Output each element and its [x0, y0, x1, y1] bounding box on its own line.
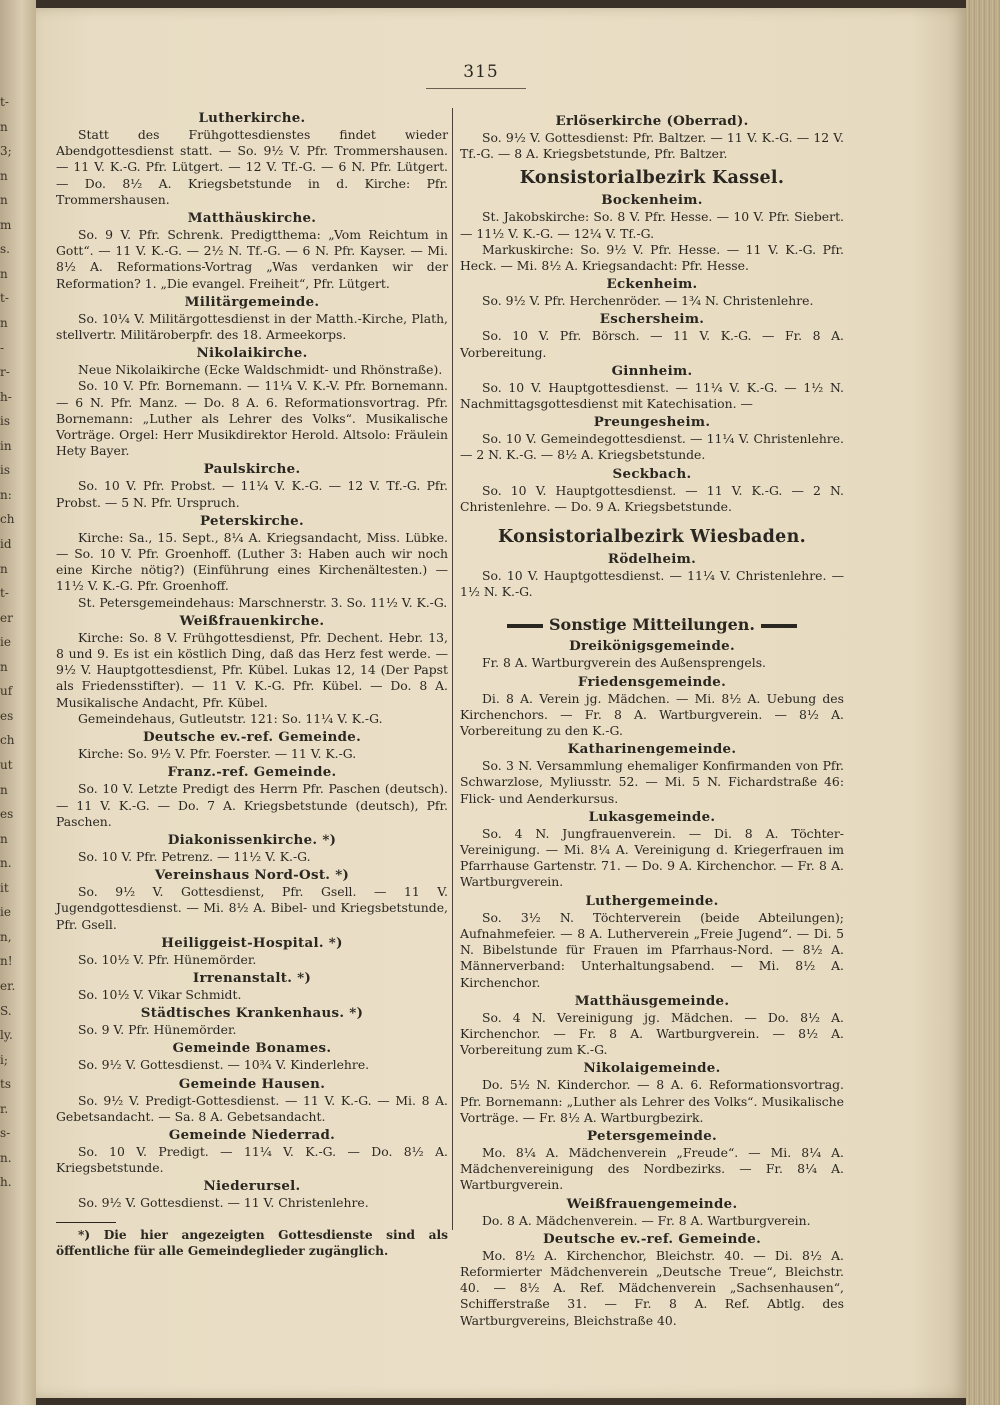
section-paragraph: St. Petersgemeindehaus: Marschnerstr. 3. So. 11½ V. K.-G. [78, 594, 448, 610]
section-heading: Städtisches Krankenhaus. *) [140, 1005, 364, 1022]
facing-page-fragment: is [0, 414, 10, 428]
section-paragraph: So. 10½ V. Vikar Schmidt. [78, 986, 242, 1002]
sonstige-heading [460, 614, 844, 636]
section [56, 109, 448, 208]
section [56, 460, 448, 510]
section [460, 637, 844, 671]
section-heading: Rödelheim. [607, 551, 697, 568]
section-paragraph: Kirche: Sa., 15. Sept., 8¼ A. Kriegsandacht, Miss. Lübke. — So. 10 V. Pfr. Groenhoff. (Luther 3: Haben auch wir noch eine Kirche nötig?) (Einführung eines Kirchenältesten.) — 11½ V. K.-G. Pfr. Groenhoff. [56, 529, 448, 594]
section-paragraph: Fr. 8 A. Wartburgverein des Außensprengels. [482, 655, 766, 671]
facing-page-fragment: er. [0, 979, 16, 993]
section-heading: Irrenanstalt. *) [192, 969, 312, 986]
section-heading: Seckbach. [612, 465, 692, 482]
footnote: *) Die hier angezeigten Gottesdienste sind als öffentliche für alle Gemeindeglieder zugänglich. [56, 1227, 448, 1258]
section-paragraph: So. 10½ V. Pfr. Hünemörder. [78, 951, 257, 967]
section-paragraph: Statt des Frühgottesdienstes findet wieder Abendgottesdienst statt. — So. 9½ V. Pfr. Trommershausen. — 11 V. K.-G. Pfr. Lütgert. — 12 V. Tf.-G. — 6 N. Pfr. Lütgert. — Do. 8½ A. Kriegsbetstunde in d. Kirche: Pfr. Trommershausen. [56, 127, 448, 207]
section [460, 310, 844, 360]
header-rule [426, 88, 526, 89]
facing-page-fragment: ch [0, 733, 15, 747]
section-paragraph: So. 3½ N. Töchterverein (beide Abteilungen); Aufnahmefeier. — 8 A. Lutherverein „Freie Jugend“. — Di. 5 N. Bibelstunde für Frauen im Pfarrhaus-Nord. — 8½ A. Männerverband: Unterhaltungsabend. — Mi. 8½ A. Kirchenchor. [460, 909, 844, 990]
facing-page-fragment: n [0, 783, 8, 797]
facing-page-fragment: 3; [0, 144, 12, 158]
section [56, 763, 448, 830]
section-heading: Petersgemeinde. [587, 1127, 717, 1144]
section-paragraph: Do. 8 A. Mädchenverein. — Fr. 8 A. Wartburgverein. [482, 1212, 811, 1228]
section [56, 612, 448, 727]
section-paragraph: So. 4 N. Jungfrauenverein. — Di. 8 A. Töchter-Vereinigung. — Mi. 8¼ A. Vereinigung d. Kriegerfrauen im Pfarrhause Gartenstr. 71. — Do. 9 A. Kirchenchor. — Fr. 8 A. Wartburgverein. [460, 825, 844, 890]
section [56, 209, 448, 292]
section-paragraph: So. 10 V. Pfr. Probst. — 11¼ V. K.-G. — 12 V. Tf.-G. Pfr. Probst. — 5 N. Pfr. Urspruch. [56, 478, 448, 510]
facing-page-fragment: es [0, 709, 14, 723]
section [56, 831, 448, 865]
section [56, 293, 448, 343]
section [56, 1039, 448, 1073]
section-paragraph: So. 9½ V. Gottesdienst: Pfr. Baltzer. — 11 V. K.-G. — 12 V. Tf.-G. — 8 A. Kriegsbetstunde, Pfr. Baltzer. [460, 130, 844, 162]
facing-page-fragment: is [0, 463, 10, 477]
section [460, 550, 844, 600]
section [56, 969, 448, 1003]
facing-page-fragment: n: [0, 488, 12, 502]
facing-page-fragment: ie [0, 635, 11, 649]
section [460, 673, 844, 740]
facing-page-fragment: n [0, 316, 8, 330]
right-column [460, 111, 844, 1330]
section [56, 512, 448, 611]
section-paragraph: So. 10 V. Hauptgottesdienst. — 11¼ V. Christenlehre. — 1½ N. K.-G. [460, 568, 844, 600]
right-top-sections [460, 112, 844, 162]
facing-page-fragment: t- [0, 586, 9, 600]
section [56, 1004, 448, 1038]
facing-page-fragment: m [0, 218, 12, 232]
section-paragraph: Di. 8 A. Verein jg. Mädchen. — Mi. 8½ A. Uebung des Kirchenchors. — Fr. 8 A. Wartburgverein. — 8½ A. Vorbereitung zu den K.-G. [460, 690, 844, 739]
facing-page-fragment: uf [0, 684, 13, 698]
page-stack-edge [966, 0, 1000, 1405]
section-heading: Katharinengemeinde. [567, 741, 737, 758]
section-heading: Weißfrauengemeinde. [566, 1195, 738, 1212]
section-paragraph: St. Jakobskirche: So. 8 V. Pfr. Hesse. — 10 V. Pfr. Siebert. — 11½ V. K.-G. — 12¼ V. Tf.-G. [460, 209, 844, 241]
kassel-sections [460, 191, 844, 515]
section-paragraph: So. 10 V. Predigt. — 11¼ V. K.-G. — Do. 8½ A. Kriegsbetstunde. [56, 1143, 448, 1176]
section-heading: Friedensgemeinde. [577, 673, 727, 690]
facing-page-fragment: t- [0, 95, 9, 109]
footnote-rule [56, 1222, 116, 1223]
section-paragraph: So. 10 V. Hauptgottesdienst. — 11¼ V. K.-G. — 1½ N. Nachmittagsgottesdienst mit Katechisation. — [460, 379, 844, 412]
facing-page-fragment: n [0, 562, 8, 576]
section-heading: Gemeinde Niederrad. [168, 1126, 336, 1143]
facing-page-fragment: ut [0, 758, 13, 772]
section-heading: Militärgemeinde. [184, 293, 320, 310]
section-paragraph: So. 10 V. Hauptgottesdienst. — 11 V. K.-G. — 2 N. Christenlehre. — Do. 9 A. Kriegsbetstunde. [460, 482, 844, 514]
section-paragraph: Kirche: So. 8 V. Frühgottesdienst, Pfr. Dechent. Hebr. 13, 8 und 9. Es ist ein köstlich Ding, daß das Herz fest werde. — 9½ V. Hauptgottesdienst, Pfr. Kübel. Lukas 12, 14 (Der Papst als Friedensstifter). — 11 V. K.-G. Pfr. Kübel. — Do. 8 A. Musikalische Andacht, Pfr. Kübel. [56, 629, 448, 710]
konsistorial-wiesbaden-heading: Konsistorialbezirk Wiesbaden. [497, 527, 807, 548]
konsistorial-kassel-heading: Konsistorialbezirk Kassel. [519, 168, 785, 189]
facing-page-fragment: id [0, 537, 12, 551]
page-number: 315 [463, 62, 499, 82]
section-heading: Niederursel. [203, 1178, 301, 1195]
section-heading: Gemeinde Bonames. [172, 1040, 332, 1057]
section [460, 892, 844, 991]
section-paragraph: So. 10¼ V. Militärgottesdienst in der Matth.-Kirche, Plath, stellvertr. Militäroberpfr. des 18. Armeekorps. [56, 310, 448, 343]
facing-page-fragment: n [0, 169, 8, 183]
section-heading: Lukasgemeinde. [588, 808, 716, 825]
section-heading: Heiliggeist-Hospital. *) [161, 934, 343, 951]
heading-bar-right [761, 624, 797, 628]
facing-page-fragment: ly. [0, 1028, 13, 1042]
section-paragraph: So. 9 V. Pfr. Schrenk. Predigtthema: „Vom Reichtum in Gott“. — 11 V. K.-G. — 2½ N. Tf.-G. — 6 N. Pfr. Kayser. — Mi. 8½ A. Reformations-Vortrag „Was verdanken wir der Reformation? 1. „Die evangel. Freiheit“, Pfr. Lütgert. [56, 227, 448, 291]
heading-bar-left [507, 624, 543, 628]
facing-page-fragment: - [0, 341, 5, 355]
facing-page-fragment: n, [0, 930, 12, 944]
section-heading: Peterskirche. [200, 512, 304, 529]
section-heading: Weißfrauenkirche. [179, 612, 325, 629]
section-heading: Matthäuskirche. [187, 210, 317, 227]
section-heading: Diakonissenkirche. *) [167, 831, 337, 848]
section [460, 1230, 844, 1329]
facing-page-fragment: h- [0, 390, 12, 404]
facing-page-fragment: r. [0, 1102, 9, 1116]
facing-page-fragment: s- [0, 1126, 11, 1140]
facing-page-fragment: n [0, 193, 8, 207]
sonstige-heading-text: Sonstige Mitteilungen. [548, 615, 755, 635]
facing-page-fragment: ts [0, 1077, 11, 1091]
facing-page-fragment: n [0, 660, 8, 674]
section-heading: Dreikönigsgemeinde. [569, 638, 735, 655]
section-heading: Preungesheim. [593, 414, 711, 431]
section-paragraph: So. 9½ V. Predigt-Gottesdienst. — 11 V. K.-G. — Mi. 8 A. Gebetsandacht. — Sa. 8 A. Gebetsandacht. [56, 1092, 448, 1124]
section-heading: Gemeinde Hausen. [178, 1075, 326, 1092]
section-heading: Lutherkirche. [198, 110, 306, 126]
section [460, 992, 844, 1059]
page [36, 8, 966, 1398]
adjacent-page-edge [0, 0, 36, 1405]
section-paragraph: So. 10 V. Letzte Predigt des Herrn Pfr. Paschen (deutsch). — 11 V. K.-G. — Do. 7 A. Kriegsbetstunde (deutsch), Pfr. Paschen. [56, 781, 448, 829]
facing-page-fragment: it [0, 881, 9, 895]
facing-page-fragment: n [0, 832, 8, 846]
facing-page-fragment: es [0, 807, 14, 821]
left-sections [56, 109, 448, 1212]
facing-page-fragment: r- [0, 365, 10, 379]
section [56, 1177, 448, 1211]
section-paragraph: Markuskirche: So. 9½ V. Pfr. Hesse. — 11 V. K.-G. Pfr. Heck. — Mi. 8½ A. Kriegsandacht: Pfr. Hesse. [460, 241, 844, 274]
facing-page-fragment: n! [0, 954, 13, 968]
column-divider [452, 108, 453, 1230]
section [56, 934, 448, 968]
sonstige-sections [460, 637, 844, 1328]
section-paragraph: Do. 5½ N. Kinderchor. — 8 A. 6. Reformationsvortrag. Pfr. Bornemann: „Luther als Lehrer des Volks“. Musikalische Vorträge. — Fr. 8½ A. Wartburgbezirk. [460, 1077, 844, 1125]
facing-page-fragment: er [0, 611, 13, 625]
facing-page-fragment: ie [0, 905, 11, 919]
section-heading: Vereinshaus Nord-Ost. *) [154, 867, 350, 884]
section-paragraph: So. 10 V. Pfr. Petrenz. — 11½ V. K.-G. [78, 848, 311, 864]
facing-page-fragment: n [0, 120, 8, 134]
section [460, 275, 844, 309]
section-heading: Bockenheim. [601, 192, 703, 209]
facing-page-fragment: h. [0, 1175, 12, 1189]
section-paragraph: So. 4 N. Vereinigung jg. Mädchen. — Do. 8½ A. Kirchenchor. — Fr. 8 A. Wartburgverein. — 8½ A. Vorbereitung zum K.-G. [460, 1009, 844, 1058]
section [460, 1195, 844, 1229]
facing-page-fragment: S. [0, 1004, 12, 1018]
section-paragraph: So. 9½ V. Gottesdienst. — 11 V. Christenlehre. [78, 1195, 369, 1211]
section [460, 740, 844, 807]
section-paragraph: Neue Nikolaikirche (Ecke Waldschmidt- und Rhönstraße). [78, 362, 443, 378]
section-paragraph: Mo. 8½ A. Kirchenchor, Bleichstr. 40. — Di. 8½ A. Reformierter Mädchenverein „Deutsche Treue“, Bleichstr. 40. — 8½ A. Ref. Mädchenverein „Sachsenhausen“, Schifferstraße 31. — Fr. 8 A. Ref. Abtlg. des Wartburgvereins, Bleichstraße 40. [460, 1247, 844, 1328]
section-heading: Ginnheim. [611, 362, 693, 379]
section [460, 808, 844, 891]
section [56, 866, 448, 933]
section [460, 1127, 844, 1194]
section-heading: Franz.-ref. Gemeinde. [167, 764, 337, 781]
section-paragraph: So. 9 V. Pfr. Hünemörder. [78, 1022, 237, 1038]
facing-page-fragment: ch [0, 512, 15, 526]
section-heading: Eschersheim. [599, 311, 705, 328]
section [56, 344, 448, 459]
section-paragraph: So. 9½ V. Pfr. Herchenröder. — 1¾ N. Christenlehre. [482, 293, 814, 309]
section-heading: Paulskirche. [203, 461, 301, 478]
section-heading: Nikolaikirche. [196, 345, 308, 362]
section-paragraph: So. 10 V. Pfr. Börsch. — 11 V. K.-G. — Fr. 8 A. Vorbereitung. [460, 328, 844, 360]
section-heading: Eckenheim. [606, 276, 698, 293]
section [460, 191, 844, 274]
section [460, 362, 844, 412]
section-heading: Deutsche ev.-ref. Gemeinde. [542, 1230, 762, 1247]
section [56, 728, 448, 762]
facing-page-fragment: n. [0, 856, 12, 870]
section-paragraph: So. 10 V. Pfr. Bornemann. — 11¼ V. K.-V. Pfr. Bornemann. — 6 N. Pfr. Manz. — Do. 8 A. 6. Reformationsvortrag. Pfr. Bornemann: „Luther als Lehrer des Volks“. Musikalische Vorträge. Orgel: Herr Musikdirektor Herold. Altsolo: Fräulein Hety Bayer. [56, 378, 448, 459]
facing-page-fragment: i; [0, 1053, 8, 1067]
section-heading: Luthergemeinde. [585, 892, 719, 909]
section-paragraph: So. 3 N. Versammlung ehemaliger Konfirmanden von Pfr. Schwarzlose, Myliusstr. 52. — Mi. 5 N. Fichardstraße 46: Flick- und Aenderkursus. [460, 758, 844, 806]
facing-page-fragment: s. [0, 242, 10, 256]
wiesbaden-sections [460, 550, 844, 600]
section-heading: Deutsche ev.-ref. Gemeinde. [142, 729, 362, 746]
left-column [56, 108, 448, 1259]
section-heading: Nikolaigemeinde. [583, 1060, 721, 1077]
section [460, 1059, 844, 1126]
section-heading: Matthäusgemeinde. [574, 992, 730, 1009]
facing-page-fragment: in [0, 439, 12, 453]
section-paragraph: Gemeindehaus, Gutleutstr. 121: So. 11¼ V. K.-G. [78, 710, 383, 726]
section [460, 112, 844, 162]
section-heading: Erlöserkirche (Oberrad). [555, 113, 749, 129]
section [56, 1126, 448, 1176]
facing-page-fragment: n [0, 267, 8, 281]
facing-page-fragment: n. [0, 1151, 12, 1165]
section [56, 1075, 448, 1125]
section-paragraph: Mo. 8¼ A. Mädchenverein „Freude“. — Mi. 8¼ A. Mädchenvereinigung des Nordbezirks. — Fr. 8¼ A. Wartburgverein. [460, 1144, 844, 1193]
section-paragraph: Kirche: So. 9½ V. Pfr. Foerster. — 11 V. K.-G. [78, 746, 357, 762]
section [460, 465, 844, 515]
section [460, 413, 844, 463]
section-paragraph: So. 9½ V. Gottesdienst, Pfr. Gsell. — 11 V. Jugendgottesdienst. — Mi. 8½ A. Bibel- und Kriegsbetstunde, Pfr. Gsell. [56, 884, 448, 932]
facing-page-fragment: t- [0, 291, 9, 305]
section-paragraph: So. 9½ V. Gottesdienst. — 10¾ V. Kinderlehre. [78, 1057, 370, 1073]
section-paragraph: So. 10 V. Gemeindegottesdienst. — 11¼ V. Christenlehre. — 2 N. K.-G. — 8½ A. Kriegsbetstunde. [460, 431, 844, 463]
